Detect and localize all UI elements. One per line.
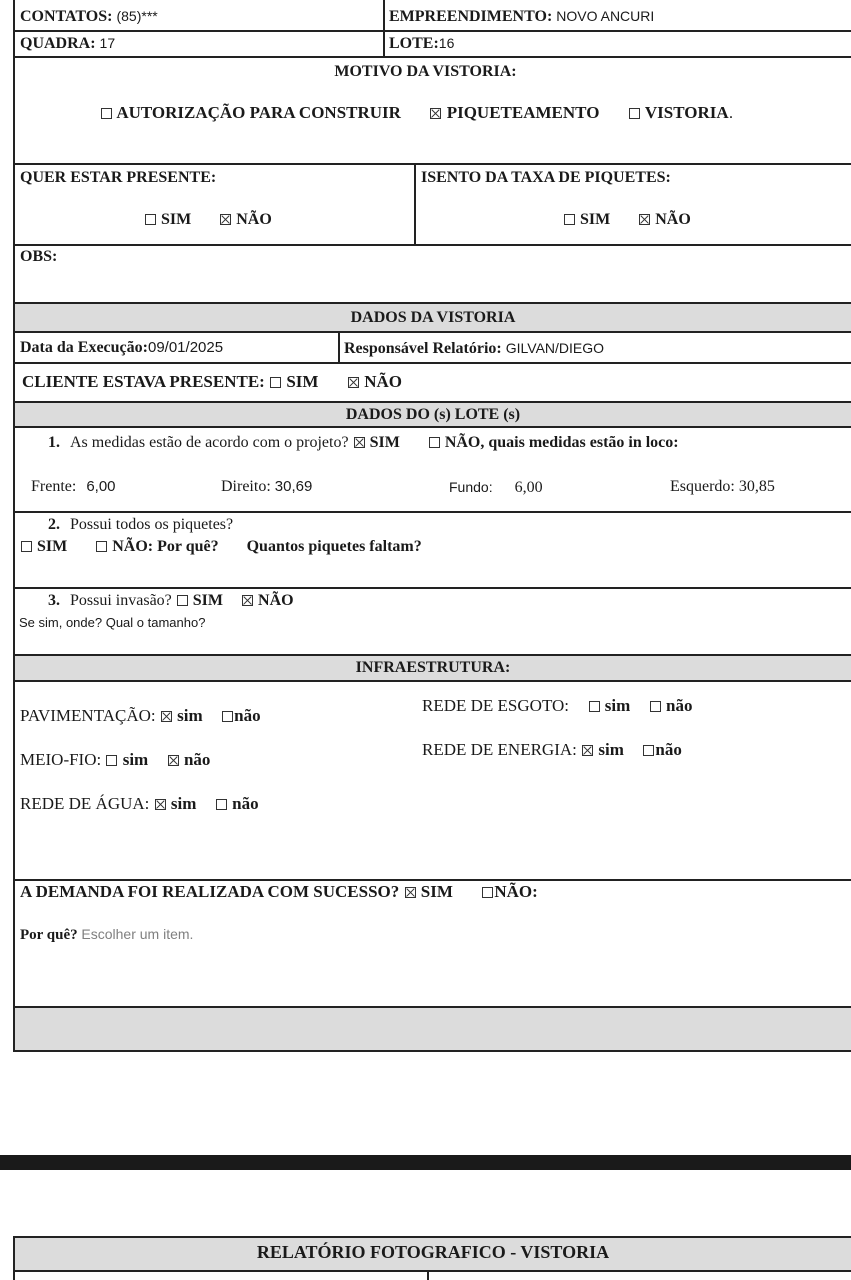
demanda-sim-label: SIM bbox=[420, 882, 453, 901]
row-line bbox=[13, 1006, 851, 1008]
q1-number: 1. bbox=[48, 434, 60, 451]
page-separator bbox=[0, 1155, 851, 1170]
cliente-sim-label: SIM bbox=[286, 372, 319, 391]
esquerdo-field bbox=[670, 477, 775, 497]
infra-rede-esgoto bbox=[422, 696, 692, 716]
q1-text: As medidas estão de acordo com o projeto? bbox=[70, 434, 349, 451]
option-piqueteamento-label: PIQUETEAMENTO bbox=[446, 103, 600, 122]
rede-agua-sim-label: sim bbox=[170, 794, 197, 813]
isento-label: ISENTO DA TAXA DE PIQUETES: bbox=[421, 169, 671, 186]
question-2-options bbox=[20, 537, 422, 557]
fundo-label: Fundo: bbox=[449, 479, 493, 495]
row-line bbox=[13, 163, 851, 165]
contatos-field bbox=[20, 6, 158, 27]
row-line bbox=[13, 587, 851, 589]
infra-rede-agua bbox=[20, 794, 259, 814]
quer-estar-label: QUER ESTAR PRESENTE: bbox=[20, 169, 217, 186]
cliente-nao-label: NÃO bbox=[364, 372, 402, 391]
esquerdo-value: 30,85 bbox=[738, 478, 775, 495]
checkbox-q3-nao[interactable] bbox=[242, 595, 253, 606]
contatos-value: (85)*** bbox=[116, 8, 158, 24]
q2-quantos-label: Quantos piquetes faltam? bbox=[246, 538, 422, 555]
q3-number: 3. bbox=[48, 592, 60, 609]
row-line bbox=[13, 511, 851, 513]
row-line bbox=[13, 401, 851, 403]
demanda-row bbox=[20, 882, 538, 902]
demanda-label: A DEMANDA FOI REALIZADA COM SUCESSO? bbox=[20, 882, 400, 901]
row-line bbox=[13, 654, 851, 656]
meio-fio-nao-label: não bbox=[183, 750, 211, 769]
option-autorizacao-label: AUTORIZAÇÃO PARA CONSTRUIR bbox=[116, 103, 401, 122]
meio-fio-sim-label: sim bbox=[122, 750, 149, 769]
checkbox-quer-sim[interactable] bbox=[145, 214, 156, 225]
motivo-trailing: . bbox=[728, 103, 734, 122]
empreendimento-field bbox=[389, 6, 654, 27]
checkbox-demanda-nao[interactable] bbox=[482, 887, 493, 898]
dados-vistoria-title: DADOS DA VISTORIA bbox=[350, 309, 516, 326]
q2-nao-label: NÃO: Por quê? bbox=[112, 538, 219, 555]
porque-row bbox=[20, 924, 193, 945]
contatos-label: CONTATOS: bbox=[20, 8, 113, 25]
checkbox-autorizacao[interactable] bbox=[101, 108, 112, 119]
rede-esgoto-nao-label: não bbox=[666, 696, 693, 715]
infra-rede-energia bbox=[422, 740, 682, 760]
meio-fio-label: MEIO-FIO: bbox=[20, 750, 102, 769]
checkbox-rede-agua-sim[interactable] bbox=[155, 799, 166, 810]
quer-nao-label: NÃO bbox=[236, 211, 272, 228]
question-3 bbox=[48, 591, 294, 611]
checkbox-q1-sim[interactable] bbox=[354, 437, 365, 448]
option-vistoria-label: VISTORIA bbox=[644, 103, 729, 122]
isento-sim-label: SIM bbox=[580, 211, 611, 228]
checkbox-piqueteamento[interactable] bbox=[430, 108, 441, 119]
q1-sim-label: SIM bbox=[369, 434, 400, 451]
checkbox-rede-energia-nao[interactable] bbox=[643, 745, 654, 756]
responsavel-field bbox=[344, 338, 604, 359]
esquerdo-label: Esquerdo: bbox=[670, 478, 735, 495]
checkbox-q3-sim[interactable] bbox=[177, 595, 188, 606]
rede-esgoto-label: REDE DE ESGOTO: bbox=[422, 696, 570, 715]
lote-label: LOTE: bbox=[389, 35, 439, 52]
checkbox-isento-sim[interactable] bbox=[564, 214, 575, 225]
empreendimento-value: NOVO ANCURI bbox=[556, 8, 655, 24]
pavimentacao-sim-label: sim bbox=[177, 706, 203, 725]
rede-energia-label: REDE DE ENERGIA: bbox=[422, 740, 577, 759]
fundo-field bbox=[449, 477, 543, 498]
infra-pavimentacao bbox=[20, 706, 261, 726]
responsavel-label: Responsável Relatório: bbox=[344, 340, 502, 357]
demanda-nao-label: NÃO: bbox=[494, 882, 538, 901]
porque-label: Por quê? bbox=[20, 927, 78, 943]
checkbox-meio-fio-sim[interactable] bbox=[106, 755, 117, 766]
quer-sim-label: SIM bbox=[161, 211, 192, 228]
q2-number: 2. bbox=[48, 516, 60, 533]
data-execucao-field bbox=[20, 338, 223, 358]
isento-nao-label: NÃO bbox=[655, 211, 691, 228]
checkbox-meio-fio-nao[interactable] bbox=[168, 755, 179, 766]
q1-nao-label: NÃO, quais medidas estão in loco: bbox=[444, 434, 679, 451]
row-line bbox=[13, 331, 851, 333]
rede-agua-nao-label: não bbox=[232, 794, 259, 813]
col-line bbox=[414, 163, 416, 245]
col-line bbox=[383, 0, 385, 58]
frente-field bbox=[31, 477, 116, 497]
motivo-title: MOTIVO DA VISTORIA: bbox=[334, 63, 517, 80]
row-line bbox=[13, 56, 851, 58]
data-execucao-value: 09/01/2025 bbox=[147, 339, 224, 356]
direito-value: 30,69 bbox=[274, 478, 313, 495]
porque-dropdown[interactable]: Escolher um item. bbox=[81, 926, 194, 942]
responsavel-value: GILVAN/DIEGO bbox=[505, 340, 605, 356]
checkbox-isento-nao[interactable] bbox=[639, 214, 650, 225]
rede-esgoto-sim-label: sim bbox=[604, 696, 631, 715]
quadra-field bbox=[20, 33, 115, 54]
quadra-label: QUADRA: bbox=[20, 35, 96, 52]
quer-estar-options bbox=[144, 210, 272, 230]
question-1 bbox=[48, 433, 679, 453]
checkbox-cliente-sim[interactable] bbox=[270, 377, 281, 388]
rede-agua-label: REDE DE ÁGUA: bbox=[20, 794, 150, 813]
q3-sub-label: Se sim, onde? Qual o tamanho? bbox=[19, 615, 206, 630]
lote-field bbox=[389, 33, 454, 54]
question-2 bbox=[48, 515, 233, 535]
q2-sim-label: SIM bbox=[37, 538, 68, 555]
row-line bbox=[13, 302, 851, 304]
infra-meio-fio bbox=[20, 750, 210, 770]
relatorio-top-border bbox=[13, 1236, 851, 1238]
checkbox-q1-nao[interactable] bbox=[429, 437, 440, 448]
checkbox-rede-esgoto-sim[interactable] bbox=[589, 701, 600, 712]
rede-energia-nao-label: não bbox=[655, 740, 682, 759]
row-line bbox=[13, 680, 851, 682]
rede-energia-sim-label: sim bbox=[598, 740, 624, 759]
pavimentacao-nao-label: não bbox=[234, 706, 261, 725]
frente-label: Frente: bbox=[31, 478, 77, 495]
row-line bbox=[13, 879, 851, 881]
quadra-value: 17 bbox=[99, 35, 116, 51]
checkbox-cliente-nao[interactable] bbox=[348, 377, 359, 388]
row-line bbox=[13, 426, 851, 428]
q3-text: Possui invasão? bbox=[70, 592, 172, 609]
checkbox-rede-agua-nao[interactable] bbox=[216, 799, 227, 810]
relatorio-col-line bbox=[427, 1270, 429, 1280]
isento-options bbox=[563, 210, 691, 230]
cliente-presente-row bbox=[22, 372, 402, 392]
direito-label: Direito: bbox=[221, 478, 271, 495]
checkbox-pavimentacao-sim[interactable] bbox=[161, 711, 172, 722]
checkbox-demanda-sim[interactable] bbox=[405, 887, 416, 898]
checkbox-rede-energia-sim[interactable] bbox=[582, 745, 593, 756]
checkbox-vistoria[interactable] bbox=[629, 108, 640, 119]
motivo-options bbox=[100, 103, 733, 123]
frente-value: 6,00 bbox=[86, 478, 116, 495]
checkbox-q2-nao[interactable] bbox=[96, 541, 107, 552]
pavimentacao-label: PAVIMENTAÇÃO: bbox=[20, 706, 156, 725]
row-line bbox=[13, 244, 851, 246]
data-execucao-label: Data da Execução: bbox=[20, 339, 148, 356]
relatorio-row-line bbox=[13, 1270, 851, 1272]
direito-field bbox=[221, 477, 312, 497]
obs-label: OBS: bbox=[20, 248, 58, 265]
q3-sim-label: SIM bbox=[192, 592, 224, 609]
row-line bbox=[13, 362, 851, 364]
checkbox-q2-sim[interactable] bbox=[21, 541, 32, 552]
q2-text: Possui todos os piquetes? bbox=[70, 516, 234, 533]
checkbox-pavimentacao-nao[interactable] bbox=[222, 711, 233, 722]
cliente-presente-label: CLIENTE ESTAVA PRESENTE: bbox=[22, 372, 265, 391]
lote-value: 16 bbox=[438, 35, 455, 51]
dados-lote-title: DADOS DO (s) LOTE (s) bbox=[345, 406, 521, 423]
empreendimento-label: EMPREENDIMENTO: bbox=[389, 8, 553, 25]
col-line bbox=[338, 331, 340, 364]
form-bottom-border bbox=[13, 1050, 851, 1052]
form-left-border bbox=[13, 0, 15, 1052]
relatorio-title: RELATÓRIO FOTOGRAFICO - VISTORIA bbox=[256, 1242, 610, 1262]
q3-nao-label: NÃO bbox=[258, 592, 294, 609]
fundo-value: 6,00 bbox=[514, 479, 543, 496]
checkbox-rede-esgoto-nao[interactable] bbox=[650, 701, 661, 712]
checkbox-quer-nao[interactable] bbox=[220, 214, 231, 225]
footer-band bbox=[14, 1008, 851, 1051]
row-line bbox=[13, 30, 851, 32]
infra-title: INFRAESTRUTURA: bbox=[355, 659, 511, 676]
